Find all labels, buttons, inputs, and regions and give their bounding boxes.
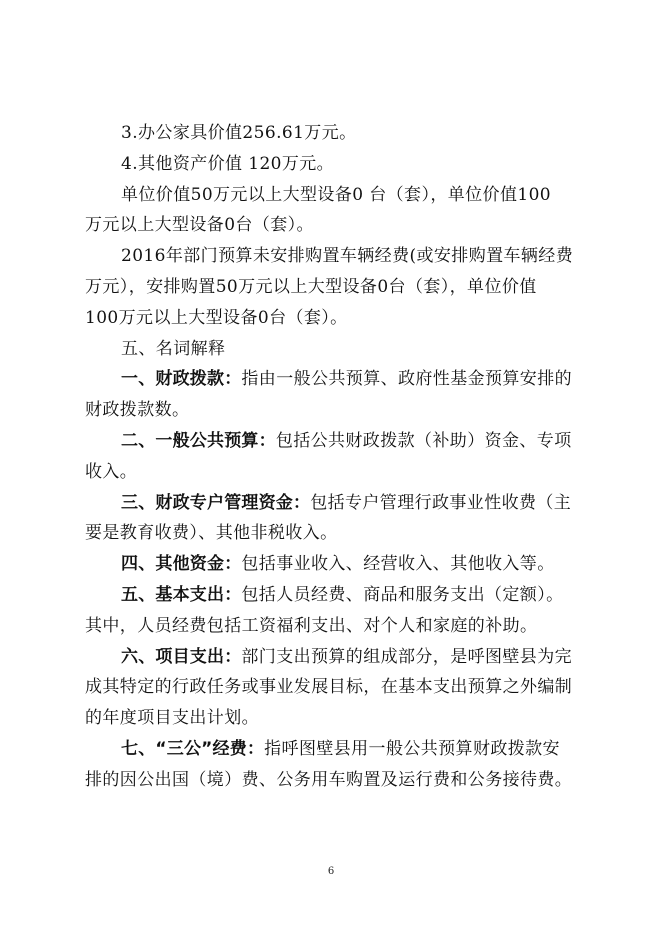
equipment-paragraph-line-2	[85, 210, 585, 241]
term-basic-expenditure-line-2	[85, 611, 585, 642]
line-text: 2016年部门预算未安排购置车辆经费(或安排购置车辆经费	[121, 246, 574, 267]
term-definition: 包括专户管理行政事业性收费（主	[310, 492, 572, 513]
asset-other-line	[85, 149, 585, 180]
term-definition: 指呼图壁县用一般公共预算财政拨款安	[264, 738, 560, 759]
line-text: 万元），安排购置50万元以上大型设备0台（套），单位价值	[85, 276, 537, 297]
budget-paragraph-line-1	[85, 241, 585, 272]
term-definition: 排的因公出国（境）费、公务用车购置及运行费和公务接待费。	[85, 769, 573, 790]
term-definition: 包括人员经费、商品和服务支出（定额）。	[241, 584, 564, 605]
term-label: 三、财政专户管理资金：	[121, 492, 311, 513]
term-definition: 财政拨款数。	[85, 400, 190, 421]
budget-paragraph-line-3	[85, 303, 585, 334]
equipment-paragraph-line-1	[85, 180, 585, 211]
term-definition: 包括事业收入、经营收入、其他收入等。	[241, 554, 555, 575]
term-definition: 收入。	[85, 461, 138, 482]
line-text: 单位价值50万元以上大型设备0 台（套），单位价值100	[121, 184, 551, 205]
line-text: 万元以上大型设备0台（套）。	[85, 215, 314, 236]
term-project-expenditure-line-1	[85, 642, 585, 673]
line-text: 100万元以上大型设备0台（套）。	[85, 307, 348, 328]
page-number: 6	[327, 866, 335, 877]
term-definition: 指由一般公共预算、政府性基金预算安排的	[241, 369, 573, 390]
term-other-funds-line	[85, 549, 585, 580]
term-definition: 的年度项目支出计划。	[85, 708, 259, 729]
term-project-expenditure-line-2	[85, 672, 585, 703]
term-special-account-funds-line-1	[85, 488, 585, 519]
term-definition: 包括公共财政拨款（补助）资金、专项	[275, 430, 572, 451]
term-label: 六、项目支出：	[121, 646, 242, 667]
term-label: 四、其他资金：	[121, 554, 242, 575]
budget-paragraph-line-2	[85, 272, 585, 303]
term-label: 五、基本支出：	[121, 584, 242, 605]
term-definition: 其中，人员经费包括工资福利支出、对个人和家庭的补助。	[85, 615, 538, 636]
term-basic-expenditure-line-1	[85, 580, 585, 611]
line-text: 4.其他资产价值 120万元。	[121, 153, 335, 174]
line-text: 3.办公家具价值256.61万元。	[121, 123, 357, 143]
term-special-account-funds-line-2	[85, 518, 585, 549]
section-title: 五、名词解释	[121, 338, 226, 359]
term-definition: 成其特定的行政任务或事业发展目标，在基本支出预算之外编制	[85, 677, 573, 698]
document-body	[85, 118, 585, 796]
term-project-expenditure-line-3	[85, 703, 585, 734]
term-general-public-budget-line-1	[85, 426, 585, 457]
term-definition: 部门支出预算的组成部分，是呼图壁县为完	[241, 646, 573, 667]
term-general-public-budget-line-2	[85, 457, 585, 488]
term-financial-allocation-line-2	[85, 395, 585, 426]
term-label: 二、一般公共预算：	[121, 430, 276, 451]
term-label: 七、“三公”经费：	[121, 738, 265, 759]
asset-furniture-line	[85, 118, 585, 149]
term-label: 一、财政拨款：	[121, 369, 242, 390]
term-financial-allocation-line-1	[85, 364, 585, 395]
term-definition: 要是教育收费）、其他非税收入。	[85, 523, 338, 544]
term-three-public-expenses-line-2	[85, 765, 585, 796]
term-three-public-expenses-line-1	[85, 734, 585, 765]
section-heading	[85, 334, 585, 365]
